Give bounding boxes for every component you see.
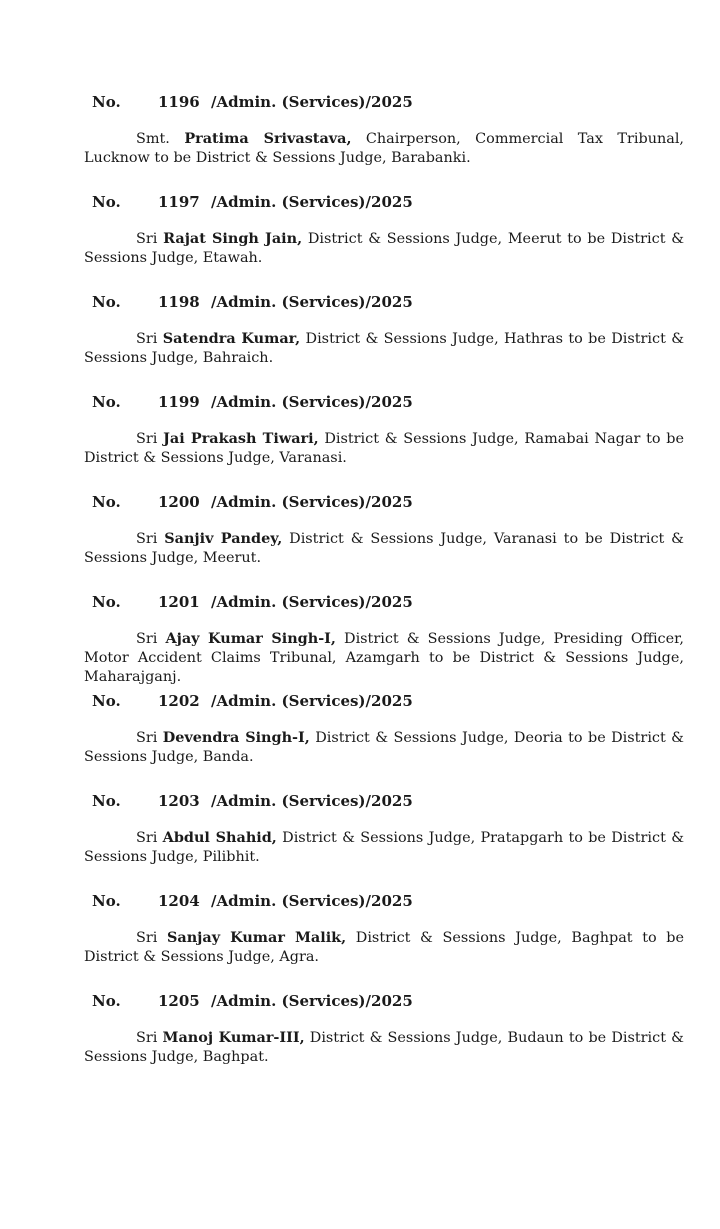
order-reference: /Admin. (Services)/2025 [211, 393, 413, 411]
order-number-line [0, 890, 720, 912]
order-number: 1201 [158, 593, 200, 611]
order-reference: /Admin. (Services)/2025 [211, 892, 413, 910]
order-no-label: No. [92, 593, 121, 611]
order-number: 1200 [158, 493, 200, 511]
officer-name: Rajat Singh Jain, [163, 230, 303, 247]
officer-name: Jai Prakash Tiwari, [163, 430, 319, 447]
officer-name: Sanjiv Pandey, [164, 530, 283, 547]
order-title-prefix: Sri [136, 631, 158, 647]
order-number-line [0, 591, 720, 613]
order-reference: /Admin. (Services)/2025 [211, 193, 413, 211]
order-details: District & Sessions Judge, Hathras to be District & Sessions Judge, Bahraich. [84, 331, 685, 366]
order-details: Chairperson, Commercial Tax Tribunal, Lucknow to be District & Sessions Judge, Barabanki. [84, 131, 684, 166]
order-no-label: No. [92, 992, 121, 1010]
order-text [84, 728, 684, 767]
order-number: 1205 [158, 992, 200, 1010]
order-number-line [0, 790, 720, 812]
order-title-prefix: Smt. [136, 131, 170, 147]
order-title-prefix: Sri [136, 830, 158, 846]
order-number-line [0, 191, 720, 213]
order-number-line [0, 990, 720, 1012]
order-number-line [0, 291, 720, 313]
order-number: 1198 [158, 293, 200, 311]
order-text [84, 629, 684, 687]
order-no-label: No. [92, 393, 121, 411]
order-title-prefix: Sri [136, 1030, 158, 1046]
order-text [84, 828, 684, 867]
officer-name: Sanjay Kumar Malik, [166, 929, 347, 946]
order-number-line [0, 491, 720, 513]
officer-name: Abdul Shahid, [162, 829, 277, 846]
officer-name: Satendra Kumar, [162, 330, 301, 347]
order-reference: /Admin. (Services)/2025 [211, 992, 413, 1010]
order-details: District & Sessions Judge, Budaun to be District & Sessions Judge, Baghpat. [84, 1030, 684, 1065]
order-number-line [0, 690, 720, 712]
officer-name: Ajay Kumar Singh-I, [165, 630, 336, 647]
order-no-label: No. [92, 293, 121, 311]
order-no-label: No. [92, 93, 121, 111]
order-reference: /Admin. (Services)/2025 [211, 692, 413, 710]
order-title-prefix: Sri [136, 930, 158, 946]
order-reference: /Admin. (Services)/2025 [211, 93, 413, 111]
order-number-line [0, 391, 720, 413]
officer-name: Devendra Singh-I, [162, 729, 310, 746]
order-reference: /Admin. (Services)/2025 [211, 593, 413, 611]
order-title-prefix: Sri [136, 431, 158, 447]
order-number-line [0, 91, 720, 113]
order-details: District & Sessions Judge, Deoria to be District & Sessions Judge, Banda. [84, 730, 684, 765]
order-no-label: No. [92, 892, 121, 910]
officer-name: Manoj Kumar-III, [162, 1029, 305, 1046]
order-text [84, 1028, 684, 1067]
order-details: District & Sessions Judge, Ramabai Nagar to be District & Sessions Judge, Varanasi. [84, 431, 684, 466]
order-reference: /Admin. (Services)/2025 [211, 493, 413, 511]
order-details: District & Sessions Judge, Baghpat to be District & Sessions Judge, Agra. [84, 930, 685, 965]
order-details: District & Sessions Judge, Pratapgarh to be District & Sessions Judge, Pilibhit. [84, 830, 685, 865]
order-title-prefix: Sri [136, 231, 158, 247]
order-text [84, 429, 684, 468]
order-number: 1199 [158, 393, 200, 411]
officer-name: Pratima Srivastava, [184, 130, 352, 147]
order-title-prefix: Sri [136, 331, 158, 347]
order-title-prefix: Sri [136, 730, 158, 746]
order-reference: /Admin. (Services)/2025 [211, 293, 413, 311]
order-number: 1204 [158, 892, 200, 910]
order-text [84, 129, 684, 168]
order-details: District & Sessions Judge, Presiding Officer, Motor Accident Claims Tribunal, Azamgarh to be District & Sessions Judge, Maharajganj. [84, 631, 684, 685]
order-no-label: No. [92, 792, 121, 810]
order-no-label: No. [92, 493, 121, 511]
order-text [84, 329, 684, 368]
order-details: District & Sessions Judge, Meerut to be District & Sessions Judge, Etawah. [84, 231, 685, 266]
order-text [84, 229, 684, 268]
order-number: 1196 [158, 93, 200, 111]
order-details: District & Sessions Judge, Varanasi to be District & Sessions Judge, Meerut. [84, 531, 684, 566]
order-text [84, 529, 684, 568]
order-number: 1202 [158, 692, 200, 710]
order-number: 1203 [158, 792, 200, 810]
order-number: 1197 [158, 193, 200, 211]
order-no-label: No. [92, 692, 121, 710]
order-reference: /Admin. (Services)/2025 [211, 792, 413, 810]
order-title-prefix: Sri [136, 531, 158, 547]
order-text [84, 928, 684, 967]
order-no-label: No. [92, 193, 121, 211]
